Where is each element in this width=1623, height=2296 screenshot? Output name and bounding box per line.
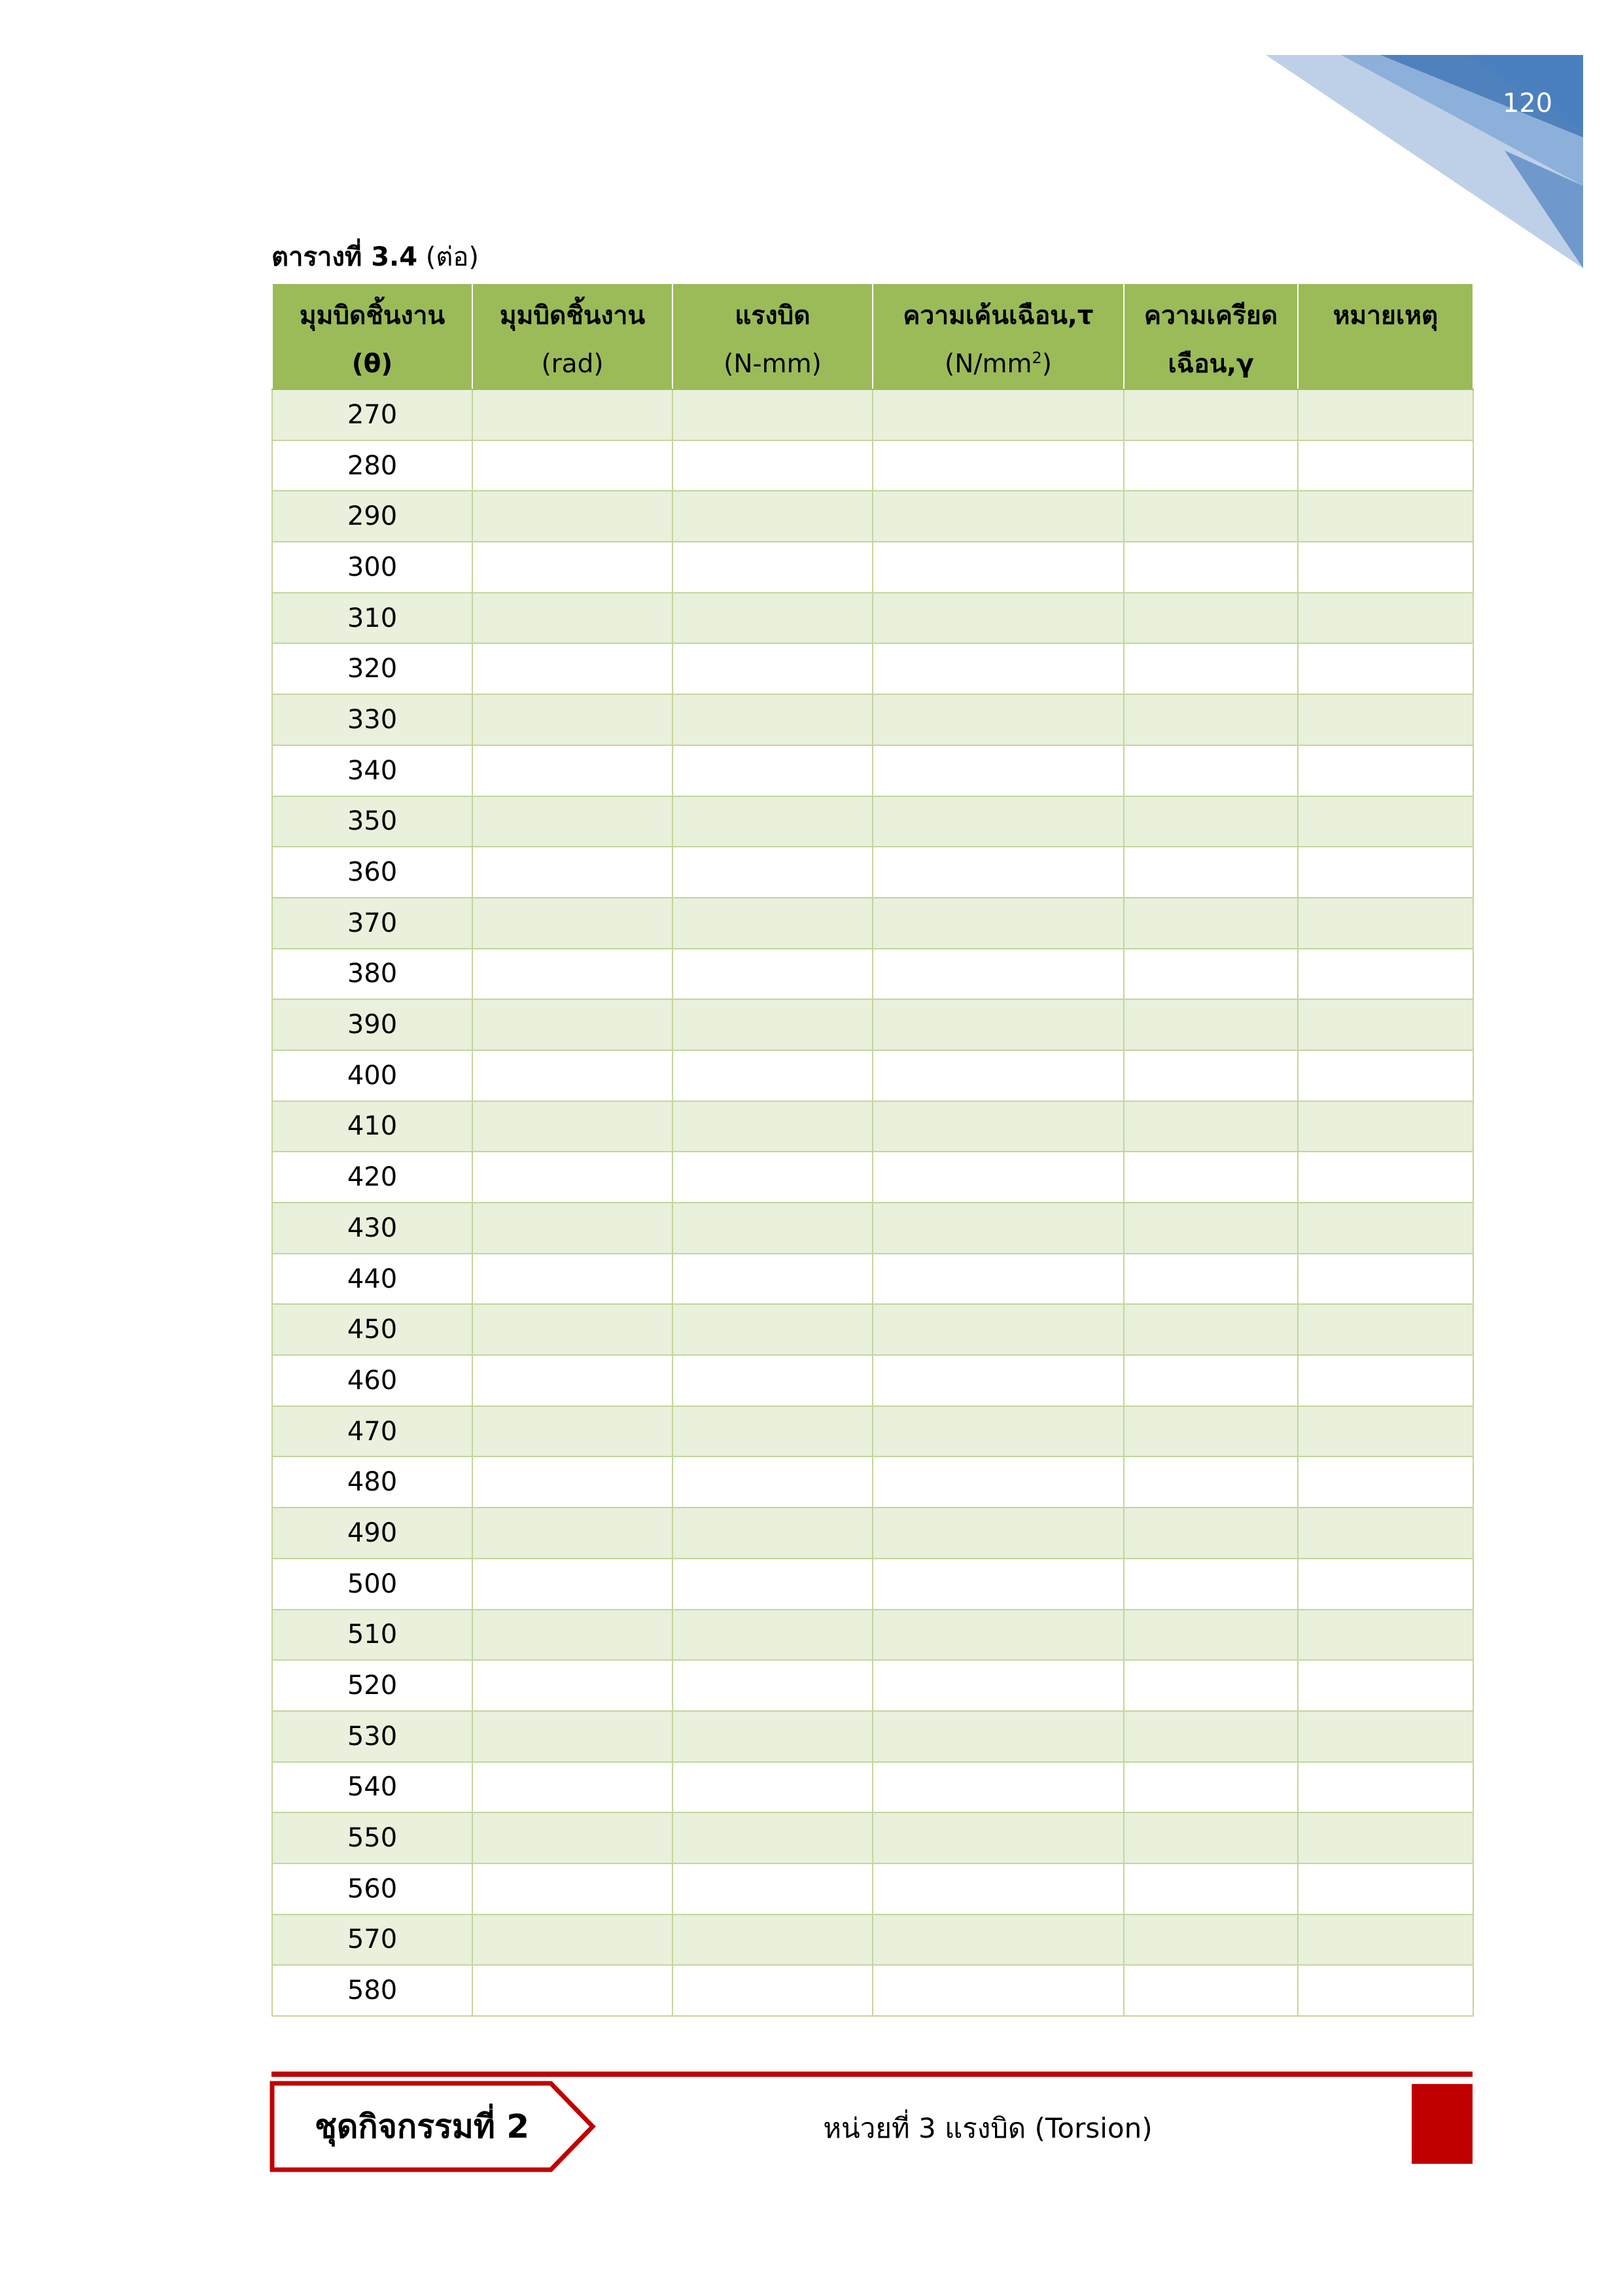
angle-radian-cell (472, 1559, 672, 1610)
header-remarks-label: หมายเหตุ (1333, 301, 1439, 330)
angle-radian-cell (472, 1508, 672, 1559)
angle-degree-cell: 320 (272, 643, 472, 694)
shear-strain-cell (1124, 440, 1298, 491)
table-row (272, 1304, 1473, 1355)
shear-strain-cell (1124, 999, 1298, 1050)
angle-degree-cell: 370 (272, 898, 472, 949)
table-row (272, 1762, 1473, 1813)
remarks-cell (1298, 949, 1473, 1000)
table-row (272, 898, 1473, 949)
shear-stress-cell (873, 999, 1124, 1050)
angle-degree-cell: 490 (272, 1508, 472, 1559)
angle-radian-cell (472, 1101, 672, 1152)
angle-degree-cell: 300 (272, 542, 472, 593)
header-shear-strain-label-2: เฉือน,γ (1168, 349, 1254, 379)
shear-stress-cell (873, 694, 1124, 745)
torque-cell (672, 1355, 873, 1406)
torque-cell (672, 1559, 873, 1610)
angle-degree-cell: 340 (272, 745, 472, 796)
shear-stress-cell (873, 796, 1124, 847)
angle-radian-cell (472, 1915, 672, 1966)
shear-stress-cell (873, 949, 1124, 1000)
header-angle-degree-label: มุมบิดชิ้นงาน (299, 301, 445, 330)
remarks-cell (1298, 847, 1473, 898)
angle-radian-cell (472, 389, 672, 440)
angle-radian-cell (472, 593, 672, 644)
page-number: 120 (1502, 88, 1553, 118)
shear-stress-cell (873, 745, 1124, 796)
remarks-cell (1298, 1762, 1473, 1813)
shear-strain-cell (1124, 1863, 1298, 1915)
shear-strain-cell (1124, 1355, 1298, 1406)
shear-strain-cell (1124, 1254, 1298, 1305)
shear-stress-cell (873, 593, 1124, 644)
shear-stress-cell (873, 643, 1124, 694)
shear-stress-cell (873, 1254, 1124, 1305)
remarks-cell (1298, 542, 1473, 593)
angle-degree-cell: 510 (272, 1610, 472, 1661)
table-row (272, 389, 1473, 440)
angle-radian-cell (472, 898, 672, 949)
remarks-cell (1298, 796, 1473, 847)
torque-cell (672, 1812, 873, 1863)
torque-cell (672, 1915, 873, 1966)
angle-degree-cell: 570 (272, 1915, 472, 1966)
angle-radian-cell (472, 1152, 672, 1203)
header-angle-radian-label: มุมบิดชิ้นงาน (499, 301, 646, 330)
angle-radian-cell (472, 440, 672, 491)
table-caption (271, 239, 479, 275)
angle-degree-cell: 400 (272, 1050, 472, 1101)
table-row (272, 745, 1473, 796)
shear-strain-cell (1124, 694, 1298, 745)
angle-radian-cell (472, 491, 672, 542)
header-torque-unit: (N-mm) (724, 349, 822, 379)
torque-cell (672, 1762, 873, 1813)
torque-cell (672, 1050, 873, 1101)
shear-stress-cell (873, 1203, 1124, 1254)
torque-cell (672, 1457, 873, 1508)
table-row (272, 1152, 1473, 1203)
table-header-row (272, 283, 1473, 389)
table-row (272, 491, 1473, 542)
shear-strain-cell (1124, 1152, 1298, 1203)
header-angle-radian-unit: (rad) (541, 349, 604, 379)
shear-strain-cell (1124, 1559, 1298, 1610)
angle-degree-cell: 310 (272, 593, 472, 644)
shear-strain-cell (1124, 745, 1298, 796)
torque-cell (672, 1660, 873, 1711)
shear-strain-cell (1124, 593, 1298, 644)
corner-decoration (0, 0, 1623, 327)
shear-stress-cell (873, 1152, 1124, 1203)
angle-radian-cell (472, 1863, 672, 1915)
torque-cell (672, 593, 873, 644)
shear-stress-cell (873, 847, 1124, 898)
table-row (272, 440, 1473, 491)
table-row (272, 999, 1473, 1050)
remarks-cell (1298, 1152, 1473, 1203)
angle-radian-cell (472, 1304, 672, 1355)
remarks-cell (1298, 1355, 1473, 1406)
angle-degree-cell: 460 (272, 1355, 472, 1406)
remarks-cell (1298, 1559, 1473, 1610)
remarks-cell (1298, 643, 1473, 694)
angle-radian-cell (472, 1965, 672, 2016)
angle-degree-cell: 270 (272, 389, 472, 440)
header-torque (672, 283, 873, 389)
torque-cell (672, 491, 873, 542)
remarks-cell (1298, 999, 1473, 1050)
header-shear-strain (1124, 283, 1298, 389)
remarks-cell (1298, 593, 1473, 644)
header-angle-radian (472, 283, 672, 389)
header-shear-stress-unit: $(N/mm^2)$ (944, 349, 1052, 379)
shear-stress-cell (873, 1711, 1124, 1762)
torque-cell (672, 389, 873, 440)
header-remarks (1298, 283, 1473, 389)
shear-strain-cell (1124, 1965, 1298, 2016)
shear-strain-cell (1124, 1304, 1298, 1355)
shear-strain-cell (1124, 1101, 1298, 1152)
table-row (272, 1050, 1473, 1101)
header-shear-stress-label: ความเค้นเฉือน,τ (903, 301, 1094, 330)
footer-red-block (1412, 2084, 1473, 2164)
torque-cell (672, 1152, 873, 1203)
header-angle-degree (272, 283, 472, 389)
table-row (272, 1812, 1473, 1863)
footer-activity-label: ชุดกิจกรรมที่ 2 (314, 2108, 530, 2146)
angle-radian-cell (472, 1203, 672, 1254)
shear-stress-cell (873, 1863, 1124, 1915)
angle-degree-cell: 520 (272, 1660, 472, 1711)
table-row (272, 1508, 1473, 1559)
shear-strain-cell (1124, 949, 1298, 1000)
remarks-cell (1298, 1457, 1473, 1508)
angle-degree-cell: 450 (272, 1304, 472, 1355)
header-angle-degree-unit: (θ) (351, 349, 393, 379)
header-torque-label: แรงบิด (735, 301, 811, 330)
torque-cell (672, 1254, 873, 1305)
remarks-cell (1298, 898, 1473, 949)
angle-degree-cell: 500 (272, 1559, 472, 1610)
angle-radian-cell (472, 694, 672, 745)
table-caption-continued: (ต่อ) (425, 242, 480, 272)
shear-strain-cell (1124, 1203, 1298, 1254)
angle-degree-cell: 440 (272, 1254, 472, 1305)
torque-cell (672, 1406, 873, 1457)
remarks-cell (1298, 745, 1473, 796)
shear-stress-cell (873, 1762, 1124, 1813)
torque-cell (672, 440, 873, 491)
shear-stress-cell (873, 1406, 1124, 1457)
torque-cell (672, 542, 873, 593)
data-table (271, 283, 1474, 2017)
shear-strain-cell (1124, 1711, 1298, 1762)
table-row (272, 593, 1473, 644)
angle-degree-cell: 420 (272, 1152, 472, 1203)
shear-stress-cell (873, 542, 1124, 593)
shear-strain-cell (1124, 1762, 1298, 1813)
shear-stress-cell (873, 389, 1124, 440)
angle-degree-cell: 390 (272, 999, 472, 1050)
shear-stress-cell (873, 1965, 1124, 2016)
table-row (272, 1915, 1473, 1966)
shear-strain-cell (1124, 491, 1298, 542)
table-row (272, 1406, 1473, 1457)
remarks-cell (1298, 389, 1473, 440)
torque-cell (672, 1863, 873, 1915)
shear-stress-cell (873, 1355, 1124, 1406)
shear-strain-cell (1124, 847, 1298, 898)
angle-radian-cell (472, 1050, 672, 1101)
torque-cell (672, 999, 873, 1050)
angle-radian-cell (472, 796, 672, 847)
angle-radian-cell (472, 1406, 672, 1457)
table-row (272, 847, 1473, 898)
table-row (272, 796, 1473, 847)
remarks-cell (1298, 1965, 1473, 2016)
shear-stress-cell (873, 1508, 1124, 1559)
table-body (272, 389, 1473, 2016)
remarks-cell (1298, 1812, 1473, 1863)
table-row (272, 1610, 1473, 1661)
torque-cell (672, 1965, 873, 2016)
angle-radian-cell (472, 999, 672, 1050)
shear-strain-cell (1124, 1660, 1298, 1711)
remarks-cell (1298, 491, 1473, 542)
shear-stress-cell (873, 1457, 1124, 1508)
table-row (272, 694, 1473, 745)
header-shear-strain-label: ความเครียด (1143, 301, 1278, 330)
shear-strain-cell (1124, 542, 1298, 593)
angle-degree-cell: 530 (272, 1711, 472, 1762)
angle-degree-cell: 330 (272, 694, 472, 745)
remarks-cell (1298, 1610, 1473, 1661)
table-row (272, 643, 1473, 694)
torque-cell (672, 1610, 873, 1661)
torque-cell (672, 1711, 873, 1762)
angle-degree-cell: 560 (272, 1863, 472, 1915)
angle-degree-cell: 410 (272, 1101, 472, 1152)
angle-degree-cell: 280 (272, 440, 472, 491)
shear-stress-cell (873, 440, 1124, 491)
shear-stress-cell (873, 1915, 1124, 1966)
angle-degree-cell: 550 (272, 1812, 472, 1863)
shear-strain-cell (1124, 1812, 1298, 1863)
shear-stress-cell (873, 1050, 1124, 1101)
shear-strain-cell (1124, 1915, 1298, 1966)
angle-degree-cell: 380 (272, 949, 472, 1000)
header-shear-stress (873, 283, 1124, 389)
remarks-cell (1298, 440, 1473, 491)
table-caption-number: ตารางที่ 3.4 (271, 242, 418, 272)
remarks-cell (1298, 1508, 1473, 1559)
remarks-cell (1298, 1915, 1473, 1966)
angle-radian-cell (472, 1711, 672, 1762)
torque-cell (672, 796, 873, 847)
shear-strain-cell (1124, 1457, 1298, 1508)
shear-strain-cell (1124, 1610, 1298, 1661)
angle-radian-cell (472, 1457, 672, 1508)
shear-strain-cell (1124, 1406, 1298, 1457)
shear-stress-cell (873, 1101, 1124, 1152)
shear-strain-cell (1124, 389, 1298, 440)
remarks-cell (1298, 1050, 1473, 1101)
shear-strain-cell (1124, 1050, 1298, 1101)
table-row (272, 1101, 1473, 1152)
torque-cell (672, 1304, 873, 1355)
shear-stress-cell (873, 898, 1124, 949)
angle-radian-cell (472, 949, 672, 1000)
angle-degree-cell: 480 (272, 1457, 472, 1508)
angle-radian-cell (472, 643, 672, 694)
footer-divider (271, 2072, 1473, 2077)
torque-cell (672, 847, 873, 898)
shear-stress-cell (873, 1660, 1124, 1711)
torque-cell (672, 1203, 873, 1254)
angle-radian-cell (472, 847, 672, 898)
table-row (272, 1711, 1473, 1762)
torque-cell (672, 643, 873, 694)
remarks-cell (1298, 1304, 1473, 1355)
shear-strain-cell (1124, 796, 1298, 847)
angle-radian-cell (472, 1610, 672, 1661)
angle-radian-cell (472, 1355, 672, 1406)
table-row (272, 1559, 1473, 1610)
table-row (272, 1355, 1473, 1406)
shear-stress-cell (873, 1304, 1124, 1355)
remarks-cell (1298, 1254, 1473, 1305)
table-row (272, 1660, 1473, 1711)
remarks-cell (1298, 1711, 1473, 1762)
footer-unit-label: หน่วยที่ 3 แรงบิด (Torsion) (823, 2112, 1153, 2144)
angle-radian-cell (472, 542, 672, 593)
torque-cell (672, 745, 873, 796)
table-row (272, 1457, 1473, 1508)
angle-radian-cell (472, 745, 672, 796)
angle-degree-cell: 290 (272, 491, 472, 542)
remarks-cell (1298, 1660, 1473, 1711)
angle-radian-cell (472, 1254, 672, 1305)
angle-degree-cell: 430 (272, 1203, 472, 1254)
angle-radian-cell (472, 1660, 672, 1711)
remarks-cell (1298, 1203, 1473, 1254)
remarks-cell (1298, 694, 1473, 745)
shear-stress-cell (873, 1610, 1124, 1661)
table-row (272, 1254, 1473, 1305)
torque-cell (672, 1101, 873, 1152)
angle-radian-cell (472, 1762, 672, 1813)
remarks-cell (1298, 1863, 1473, 1915)
angle-degree-cell: 540 (272, 1762, 472, 1813)
table-row (272, 1863, 1473, 1915)
shear-stress-cell (873, 1812, 1124, 1863)
angle-degree-cell: 350 (272, 796, 472, 847)
torque-cell (672, 898, 873, 949)
shear-strain-cell (1124, 643, 1298, 694)
shear-strain-cell (1124, 898, 1298, 949)
shear-strain-cell (1124, 1508, 1298, 1559)
angle-degree-cell: 580 (272, 1965, 472, 2016)
remarks-cell (1298, 1406, 1473, 1457)
remarks-cell (1298, 1101, 1473, 1152)
table-row (272, 542, 1473, 593)
shear-stress-cell (873, 1559, 1124, 1610)
torque-cell (672, 949, 873, 1000)
table-row (272, 949, 1473, 1000)
torque-cell (672, 694, 873, 745)
shear-stress-cell (873, 491, 1124, 542)
torque-cell (672, 1508, 873, 1559)
angle-degree-cell: 470 (272, 1406, 472, 1457)
table-row (272, 1965, 1473, 2016)
angle-degree-cell: 360 (272, 847, 472, 898)
table-row (272, 1203, 1473, 1254)
angle-radian-cell (472, 1812, 672, 1863)
